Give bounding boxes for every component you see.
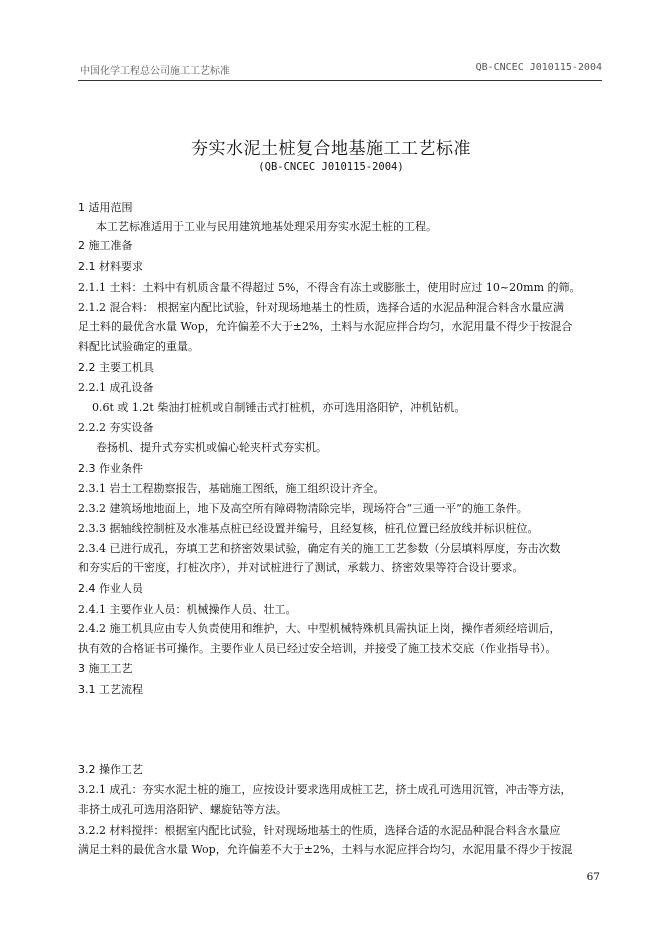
subsection-heading: 2.3 作业条件 [78,462,143,475]
body-line: 3.2.2 材料搅拌：根据室内配比试验，针对现场地基土的性质，选择合适的水泥品种混合料含水量应 [78,824,561,837]
body-line: 2.3.4 已进行成孔，夯填工艺和挤密效果试验，确定有关的施工工艺参数（分层填料厚度，夯击次数 [78,542,561,555]
clause-heading: 2.2.1 成孔设备 [78,381,154,394]
section-heading: 3 施工工艺 [78,662,133,675]
subsection-heading: 2.2 主要工机具 [78,361,154,374]
body-line: 本工艺标准适用于工业与民用建筑地基处理采用夯实水泥土桩的工程。 [96,220,437,233]
running-header-left: 中国化学工程总公司施工工艺标准 [80,66,230,77]
section-heading: 2 施工准备 [78,239,133,252]
page-number: 67 [586,871,600,883]
body-line: 2.3.1 岩土工程勘察报告，基础施工图纸，施工组织设计齐全。 [78,482,385,495]
body-line: 2.4.1 主要作业人员：机械操作人员、壮工。 [78,603,297,616]
body-line: 2.1.1 土料：土料中有机质含量不得超过 5%，不得含有冻土或膨胀土，使用时应过 10~20mm 的筛。 [78,281,581,294]
body-line: 非挤土成孔可选用洛阳铲、螺旋钻等方法。 [78,803,287,816]
subsection-heading: 2.4 作业人员 [78,582,143,595]
document-title: 夯实水泥土桩复合地基施工工艺标准 [191,139,471,159]
body-line: 料配比试验确定的重量。 [78,340,199,353]
body-line: 和夯实后的干密度，打桩次序），并对试桩进行了测试，承载力、挤密效果等符合设计要求。 [78,561,524,574]
subsection-heading: 3.1 工艺流程 [78,683,143,696]
body-line: 卷扬机、提升式夯实机或偏心轮夹杆式夯实机。 [96,441,327,454]
section-heading: 1 适用范围 [78,201,133,214]
header-rule [78,80,602,81]
body-line: 2.3.3 据轴线控制桩及水准基点桩已经设置并编号，且经复核，桩孔位置已经放线并标识桩位。 [78,522,539,535]
body-line: 满足土料的最优含水量 Wop，允许偏差不大于±2%，土料与水泥应拌合均匀，水泥用量不得少于按混 [78,843,573,856]
body-line: 2.1.2 混合料： 根据室内配比试验，针对现场地基土的性质，选择合适的水泥品种混合料含水量应满 [78,301,564,314]
body-line: 0.6t 或 1.2t 柴油打桩机或自制锤击式打桩机，亦可选用洛阳铲，冲机钻机。 [92,401,466,414]
document-code: (QB-CNCEC J010115-2004) [258,161,404,173]
body-line: 3.2.1 成孔：夯实水泥土桩的施工，应按设计要求选用成桩工艺，挤土成孔可选用沉管，冲击等方法， [78,783,572,796]
body-line: 2.4.2 施工机具应由专人负责使用和维护，大、中型机械特殊机具需执证上岗，操作者须经培训后， [78,622,561,635]
running-header-right: QB-CNCEC J010115-2004 [475,62,602,73]
subsection-heading: 3.2 操作工艺 [78,763,143,776]
subsection-heading: 2.1 材料要求 [78,260,143,273]
body-line: 足土料的最优含水量 Wop，允许偏差不大于±2%，土料与水泥应拌合均匀，水泥用量不得少于按混合 [78,320,573,333]
body-line: 执有效的合格证书可操作。主要作业人员已经过安全培训，并接受了施工技术交底（作业指导书）。 [78,642,557,655]
body-line: 2.3.2 建筑场地地面上，地下及高空所有障碍物清除完毕，现场符合“三通一平”的施工条件。 [78,502,528,515]
clause-heading: 2.2.2 夯实设备 [78,421,154,434]
